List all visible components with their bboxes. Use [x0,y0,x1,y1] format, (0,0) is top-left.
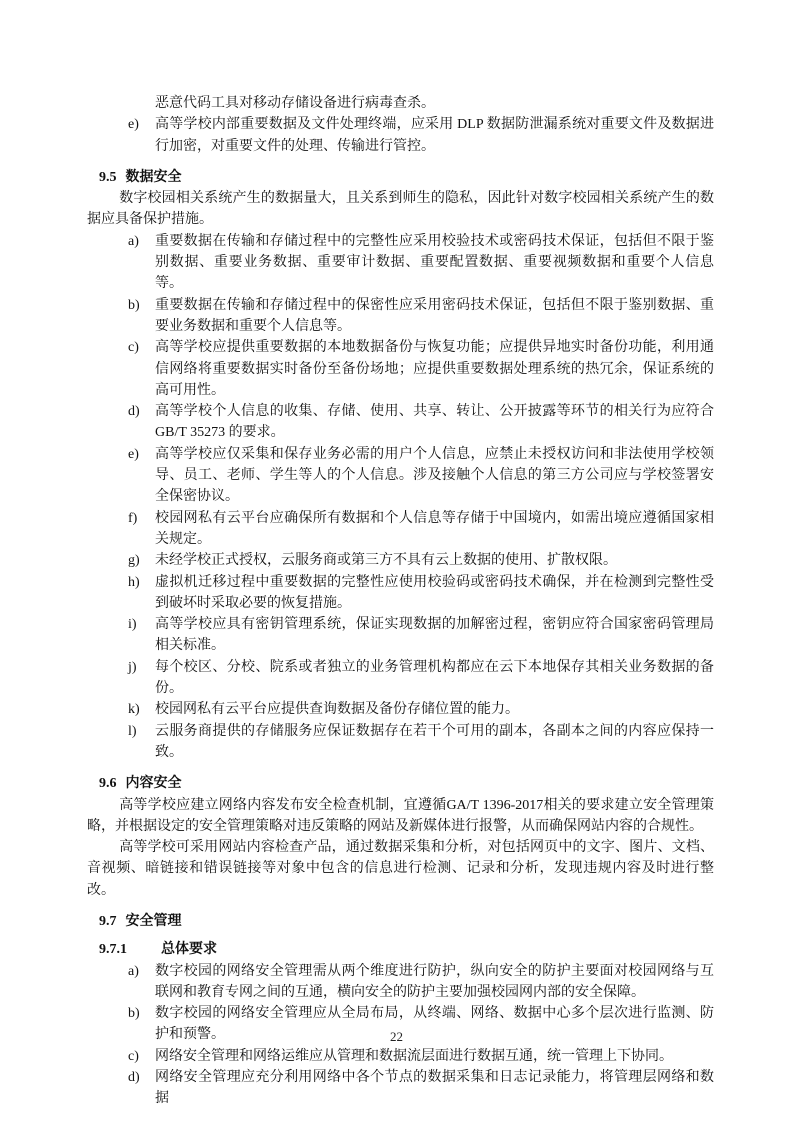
list-item-95-j [87,657,714,700]
list-item-text: 校园网私有云平台应提供查询数据及备份存储位置的能力。 [155,702,519,718]
list-item-label: b) [128,297,140,313]
list-item-95-e [87,444,714,508]
list-item-95-b [87,295,714,338]
list-item-95-g [87,550,714,571]
page-content [87,93,714,1110]
list-item-95-c [87,337,714,401]
heading-title: 总体要求 [161,940,217,957]
heading-title: 数据安全 [125,167,182,184]
list-item-label: g) [128,553,140,569]
list-item-95-d [87,401,714,444]
heading-9-7 [99,910,714,932]
list-item-label: b) [128,1006,140,1022]
list-item-text: 网络安全管理和网络运维应从管理和数据流层面进行数据互通，统一管理上下协同。 [155,1048,673,1064]
page-number: 22 [390,1029,403,1044]
heading-number: 9.6 [99,776,117,792]
heading-number: 9.7 [99,913,117,929]
list-item-95-l [87,721,714,764]
heading-title: 安全管理 [125,911,182,928]
paragraph: 高等学校可采用网站内容检查产品，通过数据采集和分析，对包括网页中的文字、图片、文档、音视频、暗链接和错误链接等对象中包含的信息进行检测、记录和分析，发现违规内容及时进行整改。 [87,840,714,898]
list-item-971-c [87,1046,714,1067]
list-item-label: j) [128,659,137,675]
list-item-text: 每个校区、分校、院系或者独立的业务管理机构都应在云下本地保存其相关业务数据的备份。 [155,659,714,697]
list-item-95-i [87,614,714,657]
heading-number: 9.5 [99,169,117,185]
list-item-label: l) [128,723,137,739]
list-item-label: i) [128,617,137,633]
heading-9-7-1 [99,938,714,960]
list-item-95-a [87,231,714,295]
list-item-continuation: 恶意代码工具对移动存储设备进行病毒查杀。 [155,96,435,111]
list-item-text: 网络安全管理应充分利用网络中各个节点的数据采集和日志记录能力，将管理层网络和数据 [155,1070,714,1107]
list-item-text: 数字校园的网络安全管理应从全局布局，从终端、网络、数据中心多个层次进行监测、防护和预警。 [155,1006,714,1043]
list-item-label: a) [128,233,139,249]
list-item-95-h [87,572,714,615]
list-item-label: a) [128,963,139,979]
list-item-label: d) [128,404,140,420]
list-item-95-f [87,508,714,551]
list-item-text: 高等学校个人信息的收集、存储、使用、共享、转让、公开披露等环节的相关行为应符合 GB/T 35273 的要求。 [155,404,714,441]
list-item-label: e) [128,117,139,133]
list-item-text: 高等学校应具有密钥管理系统，保证实现数据的加解密过程，密钥应符合国家密码管理局相关标准。 [155,617,714,654]
list-item-text: 高等学校内部重要数据及文件处理终端，应采用 DLP 数据防泄漏系统对重要文件及数据进行加密，对重要文件的处理、传输进行管控。 [155,117,714,154]
list-item-label: c) [128,340,139,356]
paragraph: 高等学校应建立网络内容发布安全检查机制，宜遵循GA/T 1396-2017相关的要求建立安全管理策略，并根据设定的安全管理策略对违反策略的网站及新媒体进行报警，从而确保网站内容的合规性。 [87,797,714,834]
heading-9-6 [99,772,714,794]
list-item-label: h) [128,574,140,590]
list-item-971-d [87,1067,714,1110]
list-item-text: 高等学校应仅采集和保存业务必需的用户个人信息，应禁止未授权访问和非法使用学校领导、员工、老师、学生等人的个人信息。涉及接触个人信息的第三方公司应与学校签署安全保密协议。 [155,446,714,505]
list-item-label: c) [128,1048,139,1064]
list-item-text: 校园网私有云平台应确保所有数据和个人信息等存储于中国境内，如需出境应遵循国家相关规定。 [155,510,714,547]
list-item-95-k [87,699,714,720]
list-item-text: 数字校园的网络安全管理需从两个维度进行防护，纵向安全的防护主要面对校园网络与互联网和教育专网之间的互通，横向安全的防护主要加强校园网内部的安全保障。 [155,963,714,1000]
list-item-text: 重要数据在传输和存储过程中的完整性应采用校验技术或密码技术保证，包括但不限于鉴别数据、重要业务数据、重要审计数据、重要配置数据、重要视频数据和重要个人信息等。 [155,233,714,292]
list-item-text: 重要数据在传输和存储过程中的保密性应采用密码技术保证，包括但不限于鉴别数据、重要业务数据和重要个人信息等。 [155,297,714,334]
list-item-prev-e [87,114,714,157]
heading-9-5 [99,166,714,188]
paragraph: 数字校园相关系统产生的数据量大，且关系到师生的隐私，因此针对数字校园相关系统产生的数据应具备保护措施。 [87,191,714,228]
heading-number: 9.7.1 [99,942,127,958]
list-item-text: 高等学校应提供重要数据的本地数据备份与恢复功能；应提供异地实时备份功能，利用通信网络将重要数据实时备份至备份场地；应提供重要数据处理系统的热冗余，保证系统的高可用性。 [155,340,714,398]
list-item-label: f) [128,510,138,526]
list-item-label: k) [128,702,140,718]
list-item-text: 虚拟机迁移过程中重要数据的完整性应使用校验码或密码技术确保，并在检测到完整性受到破坏时采取必要的恢复措施。 [155,574,714,611]
list-item-text: 未经学校正式授权，云服务商或第三方不具有云上数据的使用、扩散权限。 [155,553,617,569]
list-item-971-a [87,961,714,1004]
list-item-label: d) [128,1070,140,1086]
list-item-text: 云服务商提供的存储服务应保证数据存在若干个可用的副本，各副本之间的内容应保持一致。 [155,723,714,760]
list-item-label: e) [128,446,139,462]
heading-title: 内容安全 [125,774,182,791]
